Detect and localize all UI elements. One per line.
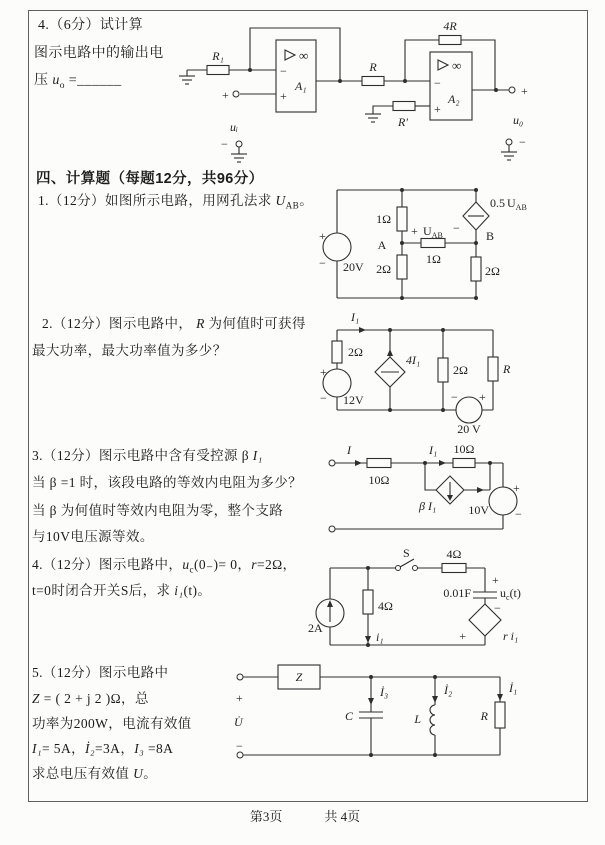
problem3-line1: 3.（12分）图示电路中含有受控源 β I₁ (32, 448, 263, 463)
resistor-r (362, 77, 384, 86)
current-arrow-i1 (439, 460, 446, 466)
footer-page-number: 第3页 (249, 809, 283, 824)
current-arrow-i1 (497, 694, 503, 701)
ground-icon (231, 147, 247, 162)
input-terminal (233, 91, 239, 97)
resistor-r (495, 702, 505, 728)
label-minus-a1: − (280, 64, 287, 78)
current-arrow-i (355, 460, 362, 466)
label-node-a: A (377, 238, 387, 252)
label-4ohm-top: 4Ω (446, 547, 462, 561)
label-inf-a2: ∞ (452, 58, 462, 73)
current-arrow-i1 (359, 327, 366, 333)
label-1ohm-top: 1Ω (376, 212, 391, 226)
label-s: S (403, 546, 410, 560)
label-i1: İ₁ (509, 681, 518, 695)
label-plus-out: + (521, 84, 528, 98)
label-inf-a1: ∞ (299, 48, 309, 63)
problem-t4-line1: 4.（6分）试计算 (38, 18, 144, 33)
problem5-line4: I₁= 5A，İ₂=3A，I₃ =8A (32, 741, 174, 756)
label-uab: $U_{AB}$ (423, 224, 443, 240)
label-plus-uab: + (411, 224, 418, 238)
output-terminal (509, 87, 515, 93)
label-a2: A₂ (448, 92, 460, 106)
circuit-problem1 (303, 185, 589, 307)
label-plus-20v: + (479, 390, 486, 404)
label-minus-uab: − (453, 221, 460, 235)
label-minus: − (515, 507, 522, 521)
label-05uab: 0.5 $U_{AB}$ (490, 196, 527, 212)
label-ri1: r i₁ (503, 629, 519, 643)
label-plus: + (513, 481, 520, 495)
resistor-10ohm-1 (367, 459, 391, 468)
label-minus: − (236, 739, 243, 753)
problem3-line3: 当 β 为何值时等效内电阻为零，整个支路 (32, 503, 284, 518)
problem-t4-line3: 压 $u_o$ =______ (34, 73, 122, 91)
label-20v: 20 V (457, 422, 481, 436)
current-arrow-i2 (432, 696, 438, 703)
current-arrow-i3 (368, 698, 374, 705)
label-i1: I₁ (429, 443, 438, 457)
voltage-source-20v (323, 233, 351, 261)
circuit-problem4 (300, 548, 592, 668)
resistor-2ohm-left (332, 341, 342, 363)
label-c: C (344, 709, 353, 723)
label-20v: 20V (343, 260, 364, 274)
resistor-r (488, 357, 498, 381)
resistor-4ohm-top (442, 564, 466, 573)
label-1ohm-mid: 1Ω (426, 252, 441, 266)
label-2ohm-mid: 2Ω (453, 363, 468, 377)
dep-arrow-up (387, 349, 393, 356)
resistor-r1 (207, 66, 229, 75)
page-footer (150, 806, 460, 825)
label-10v: 10V (468, 503, 489, 517)
label-bi1: β I₁ (419, 499, 437, 513)
label-10ohm-2: 10Ω (453, 442, 475, 456)
label-rprime: R′ (398, 115, 408, 129)
problem4-line2: t=0时闭合开关S后，求 i₁(t)。 (32, 583, 212, 598)
label-i1: i₁ (376, 630, 384, 644)
label-ui: uᵢ (230, 120, 238, 134)
problem5-line1: 5.（12分）图示电路中 (32, 665, 169, 680)
terminal-top (329, 460, 335, 466)
label-z: Z (295, 670, 303, 684)
label-l: L (414, 712, 421, 726)
label-node-b: B (486, 229, 495, 243)
switch-blade (400, 559, 414, 567)
footer-page-total: 共 4页 (324, 809, 361, 824)
label-4r: 4R (443, 19, 457, 33)
label-minus-a2: − (434, 76, 441, 90)
inductor-l (430, 705, 435, 735)
problem2-line2: 最大功率，最大功率值为多少？ (32, 343, 227, 358)
output-terminal-neg (506, 139, 512, 145)
label-plus-a1: + (280, 89, 287, 103)
problem4-line1: 4.（12分）图示电路中，$u_c(0_-)= 0$，r=2Ω， (32, 557, 297, 575)
label-i2: İ₂ (444, 683, 453, 697)
problem5-line2: Z = ( 2 + j 2 )Ω，总 (32, 691, 149, 706)
dep-arrow-right (477, 487, 484, 493)
label-minus-cap: − (494, 601, 501, 615)
label-4ohm-mid: 4Ω (378, 599, 393, 613)
switch-contact (396, 566, 401, 571)
resistor-2ohm-b (471, 257, 481, 281)
resistor-2ohm-mid (438, 358, 448, 382)
problem-t4-line2: 图示电路中的输出电 (34, 46, 164, 61)
capacitor-c (359, 712, 383, 718)
resistor-1ohm-top (397, 207, 407, 231)
label-10ohm-1: 10Ω (368, 473, 390, 487)
switch-contact (413, 566, 418, 571)
ground-icon (365, 114, 381, 122)
problem5-line5: 求总电压有效值 U。 (32, 766, 158, 781)
problem5-line3: 功率为200W，电流有效值 (32, 716, 192, 731)
label-r: R (480, 709, 488, 723)
problem3-line2: 当 β =1 时，该段电路的等效内电阻为多少？ (32, 475, 303, 490)
label-a1: A₁ (295, 79, 307, 93)
label-plus: + (320, 365, 327, 379)
section-heading: 四、计算题（每题12分，共96分） (36, 171, 264, 187)
problem1-line1: 1.（12分）如图所示电路，用网孔法求 $U_{AB}$。 (38, 193, 314, 211)
label-minus: − (320, 391, 327, 405)
capacitor-001f (473, 592, 497, 598)
label-2ohm-b: 2Ω (485, 264, 500, 278)
input-terminal-neg (236, 141, 242, 147)
label-001f: 0.01F (443, 586, 471, 600)
resistor-4ohm-mid (363, 590, 373, 614)
label-uct: $u_c(t)$ (500, 586, 521, 602)
terminal-top (237, 674, 243, 680)
problem2-line1: 2.（12分）图示电路中， R 为何值时可获得 (42, 316, 306, 331)
ground-icon (179, 70, 195, 84)
label-u: U̇ (234, 715, 243, 729)
circuit-problem5 (232, 658, 592, 788)
label-plus-dep: + (459, 629, 466, 643)
problem3-line4: 与10V电压源等效。 (32, 529, 154, 544)
ground-icon (501, 145, 517, 160)
label-minus-20v: − (451, 390, 458, 404)
label-minus-in: − (221, 137, 228, 151)
label-plus-cap: + (492, 573, 499, 587)
label-r: R (503, 362, 511, 376)
label-plus-in: + (222, 88, 229, 102)
current-arrow-i1 (365, 636, 371, 643)
label-2ohm-a: 2Ω (376, 262, 391, 276)
resistor-rprime (393, 102, 415, 111)
label-plus-a2: + (434, 102, 441, 116)
label-r1: R₁ (212, 49, 224, 63)
terminal-bottom (329, 526, 335, 532)
label-i: I (347, 443, 351, 457)
label-r: R (369, 60, 377, 74)
circuit-opamp (135, 12, 590, 170)
label-uo: u₀ (513, 113, 524, 127)
resistor-10ohm-2 (453, 459, 475, 468)
label-plus: + (236, 691, 243, 705)
resistor-4r (439, 36, 461, 45)
label-minus: − (319, 256, 326, 270)
label-2a: 2A (308, 621, 323, 635)
label-minus-out: − (519, 135, 526, 149)
circuit-problem3 (303, 438, 595, 550)
label-i1: I₁ (351, 310, 360, 324)
label-plus: + (319, 229, 326, 243)
label-4i1: 4I₁ (406, 353, 421, 367)
label-i3: İ₃ (380, 685, 389, 699)
label-12v: 12V (343, 393, 364, 407)
circuit-problem2 (303, 308, 595, 434)
resistor-2ohm-a (397, 255, 407, 279)
label-2ohm-left: 2Ω (348, 345, 363, 359)
